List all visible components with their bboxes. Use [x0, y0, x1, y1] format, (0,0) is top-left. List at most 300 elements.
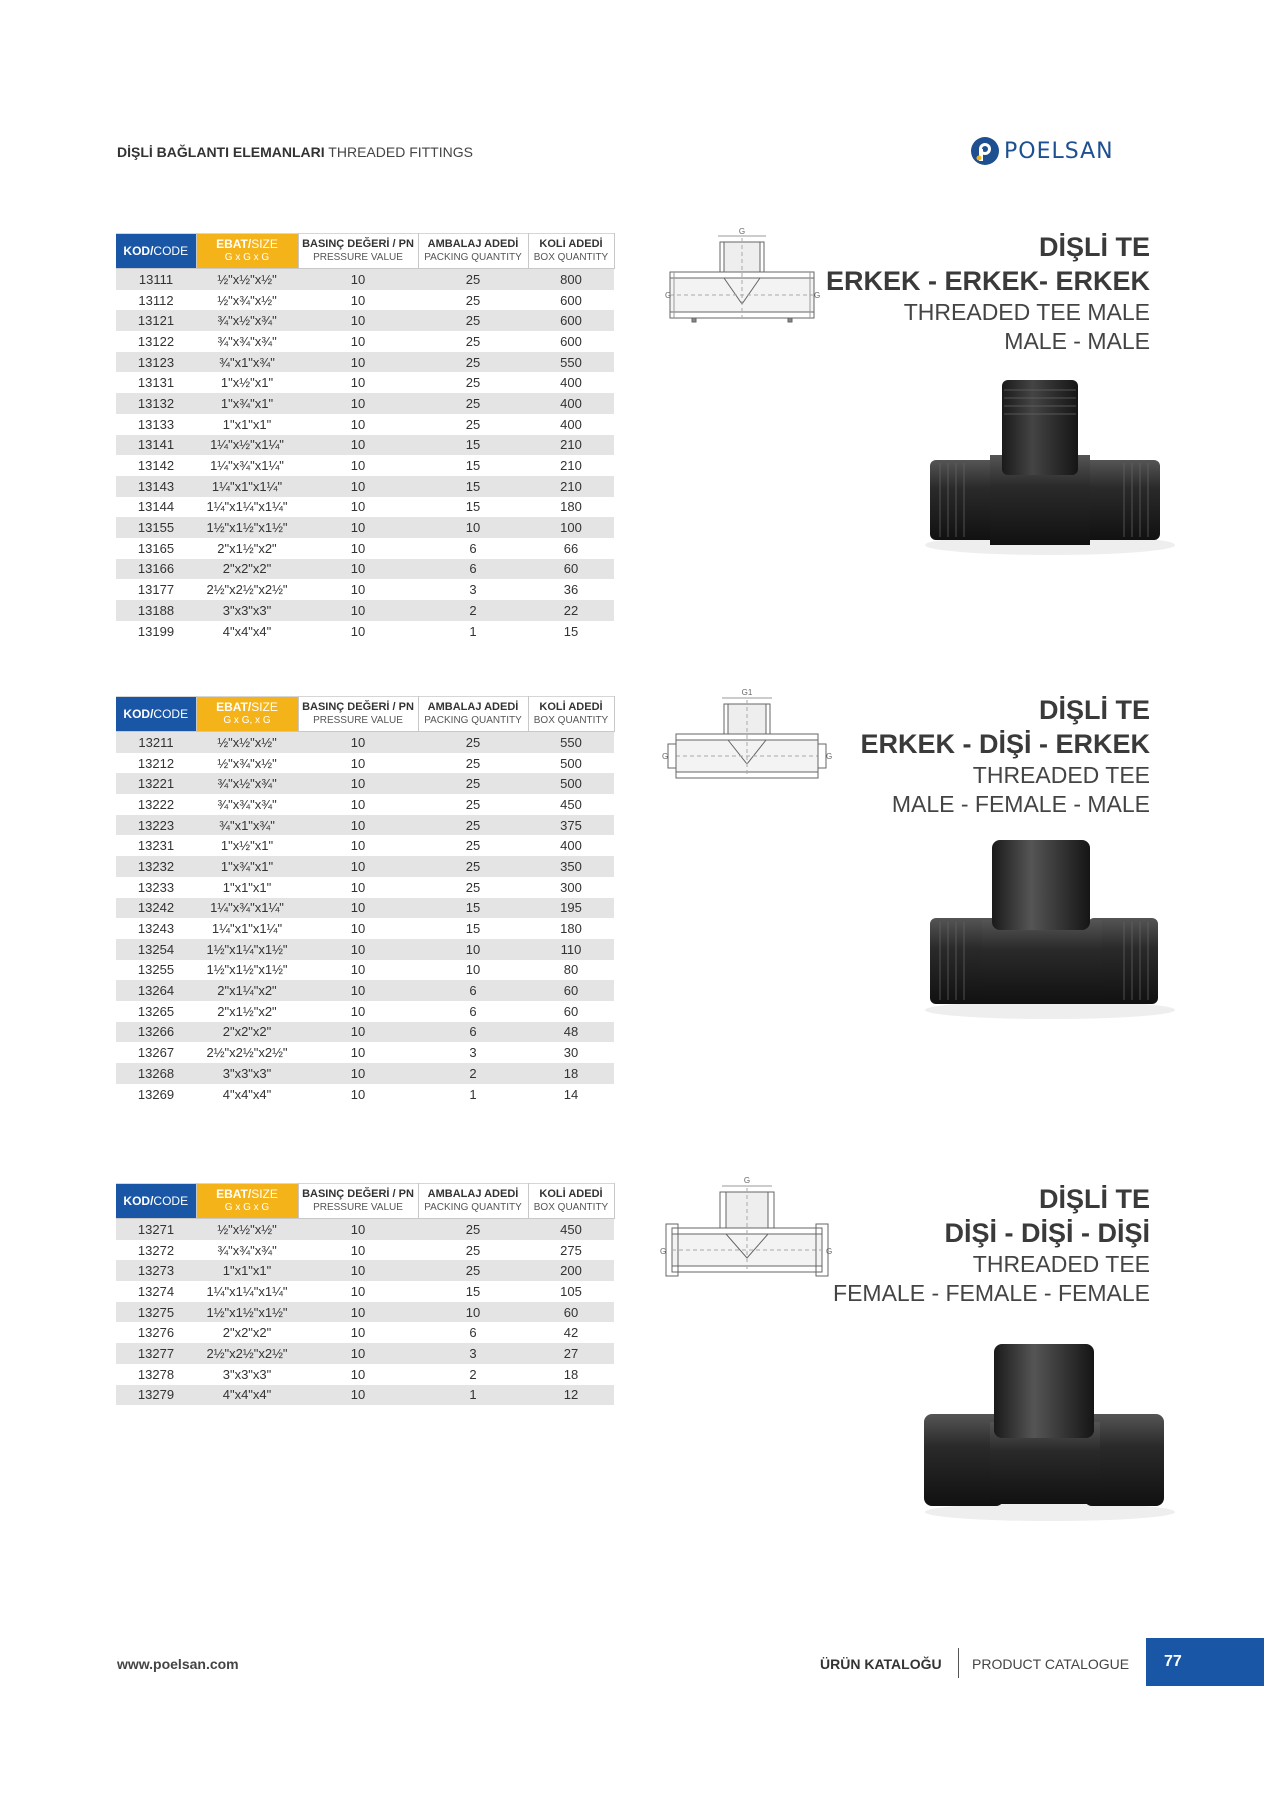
cell-size: 2½"x2½"x2½"	[196, 1343, 298, 1364]
table-row	[116, 538, 614, 559]
cell-packing: 3	[418, 579, 528, 600]
cell-size: 1½"x1½"x1½"	[196, 517, 298, 538]
cell-size: ¾"x½"x¾"	[196, 310, 298, 331]
cell-code: 13131	[116, 372, 196, 393]
cell-box: 180	[528, 918, 614, 939]
product-photo-male-tee	[910, 375, 1170, 555]
table-row	[116, 794, 614, 815]
header-size: EBAT/SIZE G x G x G	[196, 1184, 298, 1219]
cell-pressure: 10	[298, 476, 418, 497]
cell-code: 13242	[116, 898, 196, 919]
cell-box: 400	[528, 835, 614, 856]
cell-size: ¾"x¾"x¾"	[196, 1240, 298, 1261]
cell-packing: 25	[418, 310, 528, 331]
header-pressure: BASINÇ DEĞERİ / PN PRESSURE VALUE	[298, 1184, 418, 1219]
cell-packing: 25	[418, 1260, 528, 1281]
table-row	[116, 1084, 614, 1105]
spec-table-3	[116, 1183, 615, 1405]
cell-code: 13143	[116, 476, 196, 497]
drawing-label-top: G1	[741, 688, 753, 697]
cell-pressure: 10	[298, 732, 418, 753]
cell-pressure: 10	[298, 600, 418, 621]
cell-pressure: 10	[298, 856, 418, 877]
table-row	[116, 393, 614, 414]
cell-box: 27	[528, 1343, 614, 1364]
cell-box: 450	[528, 794, 614, 815]
cell-box: 105	[528, 1281, 614, 1302]
table-row	[116, 517, 614, 538]
cell-code: 13144	[116, 497, 196, 518]
cell-pressure: 10	[298, 1219, 418, 1240]
cell-packing: 25	[418, 773, 528, 794]
table-row	[116, 1343, 614, 1364]
cell-box: 200	[528, 1260, 614, 1281]
footer-divider	[958, 1648, 959, 1678]
cell-size: ½"x½"x½"	[196, 269, 298, 290]
cell-size: 2½"x2½"x2½"	[196, 579, 298, 600]
table-row	[116, 600, 614, 621]
cell-packing: 6	[418, 538, 528, 559]
cell-packing: 10	[418, 960, 528, 981]
cell-size: 2"x1¼"x2"	[196, 980, 298, 1001]
table-header-row	[116, 234, 614, 269]
cell-box: 275	[528, 1240, 614, 1261]
cell-size: 1"x1"x1"	[196, 1260, 298, 1281]
table-row	[116, 476, 614, 497]
cell-size: 1¼"x1"x1¼"	[196, 476, 298, 497]
cell-code: 13132	[116, 393, 196, 414]
cell-size: ¾"x¾"x¾"	[196, 794, 298, 815]
product-title-2	[860, 693, 1150, 819]
cell-size: ¾"x1"x¾"	[196, 352, 298, 373]
cell-code: 13142	[116, 455, 196, 476]
page-number: 77	[1146, 1638, 1264, 1686]
cell-pressure: 10	[298, 331, 418, 352]
product-photo-male-female-tee	[910, 838, 1170, 1018]
cell-size: 2"x2"x2"	[196, 1322, 298, 1343]
cell-size: 1¼"x1¼"x1¼"	[196, 1281, 298, 1302]
header-packing: AMBALAJ ADEDİ PACKING QUANTITY	[418, 1184, 528, 1219]
header-box: KOLİ ADEDİ BOX QUANTITY	[528, 697, 614, 732]
cell-size: ¾"x½"x¾"	[196, 773, 298, 794]
catalogue-label-tr: ÜRÜN KATALOĞU	[820, 1656, 942, 1672]
table-row	[116, 1322, 614, 1343]
cell-packing: 25	[418, 290, 528, 311]
table-row	[116, 856, 614, 877]
cell-size: 1"x½"x1"	[196, 372, 298, 393]
cell-size: 2"x2"x2"	[196, 559, 298, 580]
cell-code: 13254	[116, 939, 196, 960]
cell-box: 66	[528, 538, 614, 559]
catalogue-label-en: PRODUCT CATALOGUE	[972, 1656, 1130, 1672]
table-row	[116, 1302, 614, 1323]
title-en-1: THREADED TEE	[972, 1251, 1150, 1277]
cell-box: 18	[528, 1063, 614, 1084]
cell-pressure: 10	[298, 455, 418, 476]
cell-code: 13231	[116, 835, 196, 856]
cell-pressure: 10	[298, 898, 418, 919]
cell-code: 13155	[116, 517, 196, 538]
cell-packing: 15	[418, 455, 528, 476]
cell-pressure: 10	[298, 1322, 418, 1343]
table-row	[116, 918, 614, 939]
cell-size: 4"x4"x4"	[196, 621, 298, 642]
cell-size: 2½"x2½"x2½"	[196, 1042, 298, 1063]
cell-pressure: 10	[298, 579, 418, 600]
drawing-label-top: G	[738, 227, 746, 236]
cell-pressure: 10	[298, 1364, 418, 1385]
cell-packing: 25	[418, 414, 528, 435]
table-row	[116, 310, 614, 331]
cell-packing: 15	[418, 918, 528, 939]
cell-pressure: 10	[298, 435, 418, 456]
cell-code: 13188	[116, 600, 196, 621]
cell-size: ½"x½"x½"	[196, 1219, 298, 1240]
cell-box: 600	[528, 310, 614, 331]
cell-code: 13221	[116, 773, 196, 794]
cell-box: 180	[528, 497, 614, 518]
table-row	[116, 1385, 614, 1406]
cell-pressure: 10	[298, 1063, 418, 1084]
cell-box: 550	[528, 732, 614, 753]
header-box: KOLİ ADEDİ BOX QUANTITY	[528, 234, 614, 269]
cell-pressure: 10	[298, 773, 418, 794]
header-box: KOLİ ADEDİ BOX QUANTITY	[528, 1184, 614, 1219]
cell-size: 1"x1"x1"	[196, 414, 298, 435]
cell-pressure: 10	[298, 1084, 418, 1105]
cell-packing: 25	[418, 835, 528, 856]
cell-size: 3"x3"x3"	[196, 1063, 298, 1084]
cell-size: 1½"x1½"x1½"	[196, 960, 298, 981]
table-row	[116, 1260, 614, 1281]
cell-packing: 10	[418, 517, 528, 538]
cell-box: 60	[528, 980, 614, 1001]
cell-box: 100	[528, 517, 614, 538]
cell-packing: 15	[418, 435, 528, 456]
table-row	[116, 1063, 614, 1084]
cell-pressure: 10	[298, 290, 418, 311]
table-row	[116, 1240, 614, 1261]
cell-box: 12	[528, 1385, 614, 1406]
title-type: DİŞİ - DİŞİ - DİŞİ	[944, 1218, 1150, 1248]
cell-packing: 3	[418, 1343, 528, 1364]
cell-code: 13233	[116, 877, 196, 898]
cell-packing: 25	[418, 352, 528, 373]
header-pressure: BASINÇ DEĞERİ / PN PRESSURE VALUE	[298, 234, 418, 269]
drawing-label-left: G	[665, 291, 672, 300]
cell-code: 13275	[116, 1302, 196, 1323]
title-en-2: MALE - FEMALE - MALE	[891, 791, 1150, 817]
cell-pressure: 10	[298, 352, 418, 373]
cell-box: 15	[528, 621, 614, 642]
cell-packing: 6	[418, 980, 528, 1001]
table-row	[116, 898, 614, 919]
table-row	[116, 579, 614, 600]
spec-table-1	[116, 233, 615, 641]
cell-size: 2"x1½"x2"	[196, 1001, 298, 1022]
cell-code: 13264	[116, 980, 196, 1001]
table-header-row	[116, 697, 614, 732]
cell-box: 195	[528, 898, 614, 919]
title-en-1: THREADED TEE	[972, 762, 1150, 788]
cell-code: 13232	[116, 856, 196, 877]
cell-box: 450	[528, 1219, 614, 1240]
cell-code: 13222	[116, 794, 196, 815]
cell-code: 13271	[116, 1219, 196, 1240]
cell-pressure: 10	[298, 1281, 418, 1302]
cell-pressure: 10	[298, 372, 418, 393]
cell-packing: 2	[418, 1364, 528, 1385]
title-name: DİŞLİ TE	[1038, 232, 1150, 262]
cell-box: 500	[528, 773, 614, 794]
table-row	[116, 559, 614, 580]
cell-box: 60	[528, 559, 614, 580]
cell-box: 800	[528, 269, 614, 290]
cell-packing: 15	[418, 476, 528, 497]
cell-code: 13122	[116, 331, 196, 352]
cell-packing: 25	[418, 856, 528, 877]
cell-size: 1½"x1¼"x1½"	[196, 939, 298, 960]
cell-code: 13166	[116, 559, 196, 580]
title-type: ERKEK - ERKEK- ERKEK	[825, 266, 1150, 296]
table-row	[116, 414, 614, 435]
cell-box: 210	[528, 435, 614, 456]
cell-pressure: 10	[298, 960, 418, 981]
drawing-label-right: G	[826, 752, 833, 761]
cell-box: 400	[528, 372, 614, 393]
cell-packing: 2	[418, 600, 528, 621]
cell-box: 600	[528, 331, 614, 352]
section-header	[117, 144, 473, 160]
table-row	[116, 497, 614, 518]
product-title-1	[826, 230, 1150, 356]
cell-pressure: 10	[298, 497, 418, 518]
cell-pressure: 10	[298, 1385, 418, 1406]
title-en-2: FEMALE - FEMALE - FEMALE	[833, 1280, 1150, 1306]
cell-pressure: 10	[298, 835, 418, 856]
cell-packing: 25	[418, 877, 528, 898]
table-row	[116, 835, 614, 856]
cell-packing: 2	[418, 1063, 528, 1084]
table-row	[116, 732, 614, 753]
cell-packing: 25	[418, 331, 528, 352]
table-row	[116, 815, 614, 836]
table-header-row	[116, 1184, 614, 1219]
cell-pressure: 10	[298, 1302, 418, 1323]
cell-pressure: 10	[298, 815, 418, 836]
table-row	[116, 1364, 614, 1385]
header-size: EBAT/SIZE G x G, x G	[196, 697, 298, 732]
cell-pressure: 10	[298, 559, 418, 580]
table-row	[116, 1022, 614, 1043]
drawing-label-left: G	[662, 752, 669, 761]
logo-mark-icon	[970, 136, 1000, 166]
table-row	[116, 290, 614, 311]
cell-box: 300	[528, 877, 614, 898]
cell-code: 13223	[116, 815, 196, 836]
cell-code: 13111	[116, 269, 196, 290]
drawing-label-right: G	[826, 1247, 833, 1256]
table-row	[116, 435, 614, 456]
cell-size: 1¼"x¾"x1¼"	[196, 455, 298, 476]
cell-box: 80	[528, 960, 614, 981]
cell-pressure: 10	[298, 621, 418, 642]
cell-box: 400	[528, 393, 614, 414]
cell-pressure: 10	[298, 877, 418, 898]
cell-packing: 25	[418, 269, 528, 290]
table-row	[116, 1001, 614, 1022]
cell-packing: 15	[418, 1281, 528, 1302]
table-row	[116, 331, 614, 352]
cell-box: 60	[528, 1302, 614, 1323]
header-code: KOD/CODE	[116, 697, 196, 732]
cell-code: 13211	[116, 732, 196, 753]
cell-size: 1"x½"x1"	[196, 835, 298, 856]
cell-code: 13277	[116, 1343, 196, 1364]
header-code: KOD/CODE	[116, 1184, 196, 1219]
cell-packing: 6	[418, 559, 528, 580]
header-packing: AMBALAJ ADEDİ PACKING QUANTITY	[418, 697, 528, 732]
section-title-en: THREADED FITTINGS	[328, 144, 473, 160]
cell-pressure: 10	[298, 393, 418, 414]
cell-packing: 6	[418, 1322, 528, 1343]
cell-box: 210	[528, 476, 614, 497]
logo-text: POELSAN	[1004, 138, 1114, 164]
cell-code: 13267	[116, 1042, 196, 1063]
cell-pressure: 10	[298, 538, 418, 559]
cell-packing: 1	[418, 621, 528, 642]
cell-packing: 25	[418, 732, 528, 753]
title-name: DİŞLİ TE	[1038, 695, 1150, 725]
table-row	[116, 773, 614, 794]
cell-pressure: 10	[298, 753, 418, 774]
cell-size: 1¼"x¾"x1¼"	[196, 898, 298, 919]
cell-packing: 10	[418, 939, 528, 960]
header-packing: AMBALAJ ADEDİ PACKING QUANTITY	[418, 234, 528, 269]
cell-pressure: 10	[298, 310, 418, 331]
cell-pressure: 10	[298, 939, 418, 960]
cell-code: 13265	[116, 1001, 196, 1022]
cell-size: ¾"x¾"x¾"	[196, 331, 298, 352]
table-row	[116, 455, 614, 476]
cell-code: 13278	[116, 1364, 196, 1385]
cell-code: 13243	[116, 918, 196, 939]
drawing-label-top: G	[743, 1176, 751, 1185]
cell-code: 13255	[116, 960, 196, 981]
cell-packing: 25	[418, 372, 528, 393]
table-row	[116, 1219, 614, 1240]
cell-pressure: 10	[298, 980, 418, 1001]
cell-code: 13177	[116, 579, 196, 600]
tee-drawing-male-male-male	[662, 228, 822, 338]
cell-size: 4"x4"x4"	[196, 1385, 298, 1406]
cell-size: 1"x¾"x1"	[196, 856, 298, 877]
cell-code: 13268	[116, 1063, 196, 1084]
cell-code: 13112	[116, 290, 196, 311]
cell-pressure: 10	[298, 1022, 418, 1043]
cell-box: 500	[528, 753, 614, 774]
cell-size: ½"x½"x½"	[196, 732, 298, 753]
cell-packing: 15	[418, 898, 528, 919]
cell-size: 4"x4"x4"	[196, 1084, 298, 1105]
cell-code: 13123	[116, 352, 196, 373]
cell-pressure: 10	[298, 1260, 418, 1281]
poelsan-logo	[970, 134, 1145, 168]
cell-pressure: 10	[298, 918, 418, 939]
table-row	[116, 621, 614, 642]
cell-pressure: 10	[298, 1343, 418, 1364]
cell-size: 1"x1"x1"	[196, 877, 298, 898]
cell-pressure: 10	[298, 414, 418, 435]
cell-box: 60	[528, 1001, 614, 1022]
cell-code: 13269	[116, 1084, 196, 1105]
cell-code: 13121	[116, 310, 196, 331]
product-title-3	[833, 1182, 1150, 1308]
cell-code: 13276	[116, 1322, 196, 1343]
table-row	[116, 372, 614, 393]
title-name: DİŞLİ TE	[1038, 1184, 1150, 1214]
product-photo-female-tee	[910, 1342, 1170, 1522]
cell-size: ½"x¾"x½"	[196, 290, 298, 311]
cell-code: 13165	[116, 538, 196, 559]
cell-size: ¾"x1"x¾"	[196, 815, 298, 836]
cell-box: 22	[528, 600, 614, 621]
tee-drawing-female-female-female	[662, 1172, 832, 1282]
header-size: EBAT/SIZE G x G x G	[196, 234, 298, 269]
table-row	[116, 1281, 614, 1302]
section-title-tr: DİŞLİ BAĞLANTI ELEMANLARI	[117, 144, 325, 160]
title-type: ERKEK - DİŞİ - ERKEK	[860, 729, 1150, 759]
title-en-2: MALE - MALE	[1004, 328, 1150, 354]
cell-packing: 25	[418, 815, 528, 836]
table-row	[116, 269, 614, 290]
cell-size: 1¼"x1¼"x1¼"	[196, 497, 298, 518]
cell-code: 13279	[116, 1385, 196, 1406]
header-pressure: BASINÇ DEĞERİ / PN PRESSURE VALUE	[298, 697, 418, 732]
cell-pressure: 10	[298, 1240, 418, 1261]
cell-code: 13273	[116, 1260, 196, 1281]
cell-box: 400	[528, 414, 614, 435]
cell-code: 13274	[116, 1281, 196, 1302]
cell-size: 3"x3"x3"	[196, 1364, 298, 1385]
cell-code: 13266	[116, 1022, 196, 1043]
cell-code: 13199	[116, 621, 196, 642]
cell-code: 13272	[116, 1240, 196, 1261]
table-row	[116, 960, 614, 981]
cell-box: 48	[528, 1022, 614, 1043]
cell-box: 550	[528, 352, 614, 373]
cell-code: 13212	[116, 753, 196, 774]
cell-packing: 25	[418, 753, 528, 774]
cell-box: 600	[528, 290, 614, 311]
cell-packing: 10	[418, 1302, 528, 1323]
table-row	[116, 939, 614, 960]
cell-code: 13133	[116, 414, 196, 435]
cell-box: 42	[528, 1322, 614, 1343]
cell-size: 2"x2"x2"	[196, 1022, 298, 1043]
drawing-label-left: G	[660, 1247, 667, 1256]
cell-pressure: 10	[298, 517, 418, 538]
cell-box: 30	[528, 1042, 614, 1063]
header-code: KOD/CODE	[116, 234, 196, 269]
cell-size: ½"x¾"x½"	[196, 753, 298, 774]
table-row	[116, 1042, 614, 1063]
table-row	[116, 980, 614, 1001]
cell-size: 1¼"x1"x1¼"	[196, 918, 298, 939]
cell-packing: 1	[418, 1084, 528, 1105]
cell-packing: 25	[418, 393, 528, 414]
cell-packing: 25	[418, 794, 528, 815]
